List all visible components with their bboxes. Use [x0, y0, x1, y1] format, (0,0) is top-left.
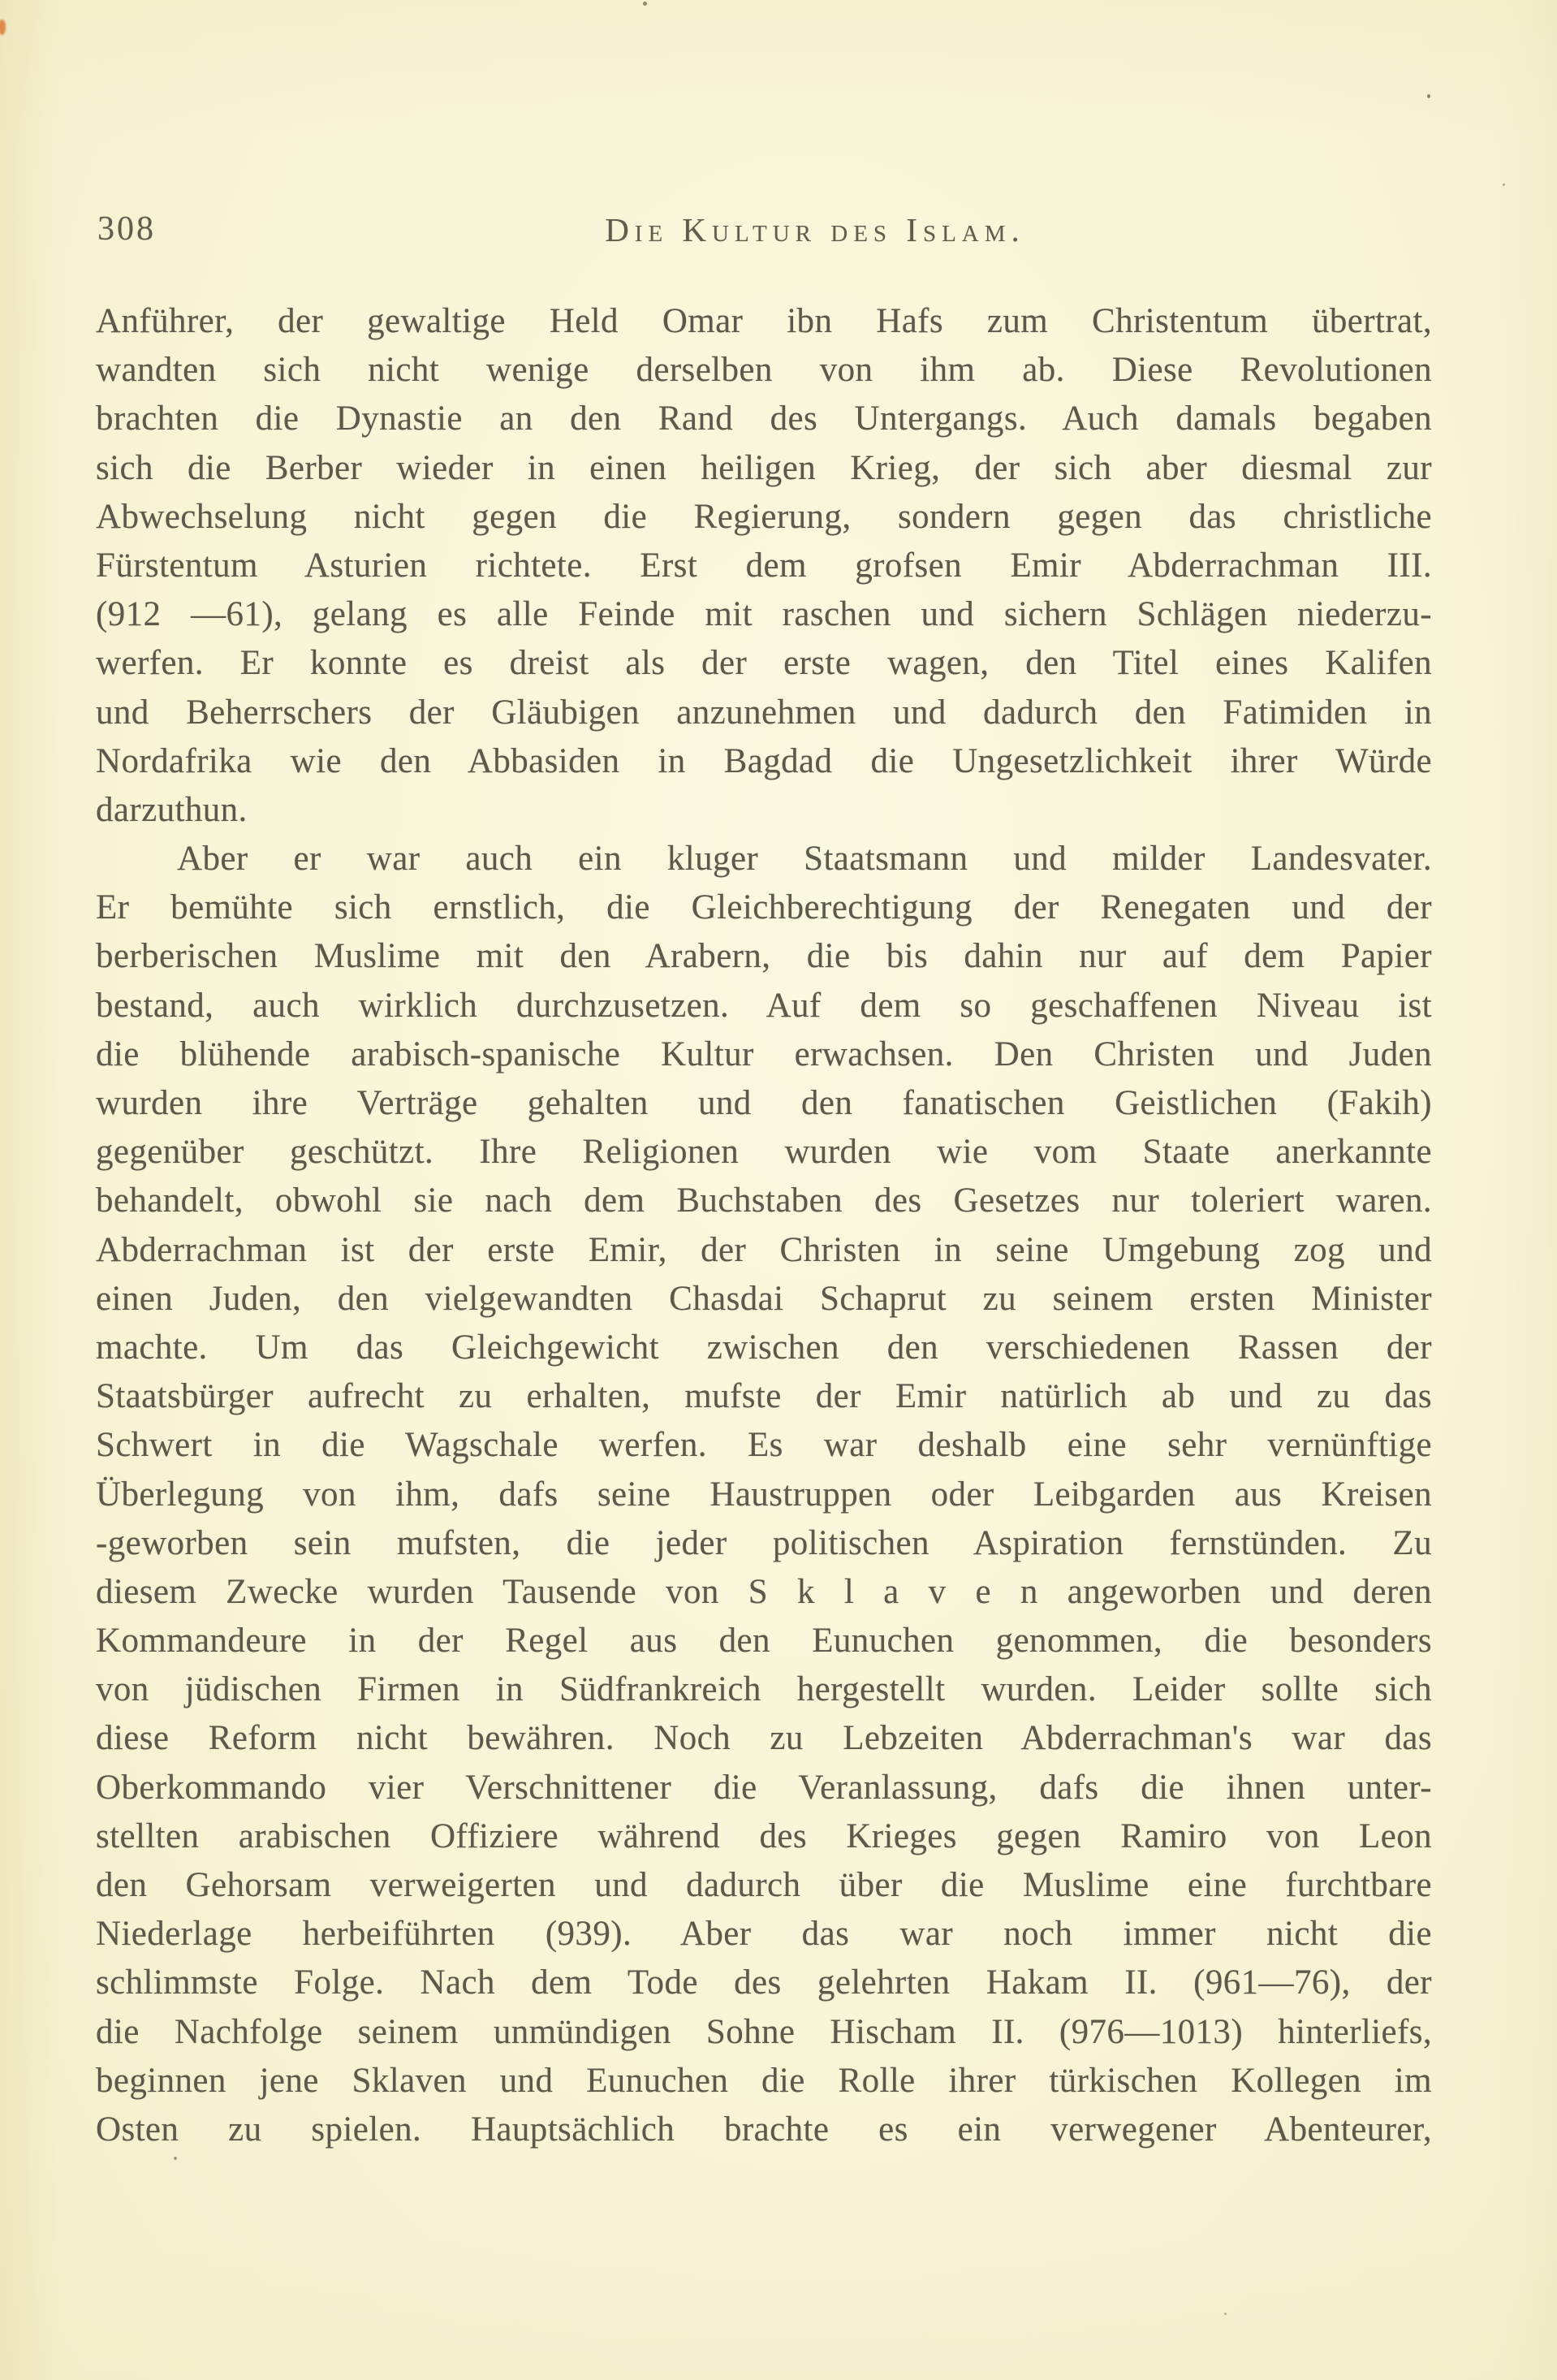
- text-line: von jüdischen Firmen in Südfrankreich hergestellt wurden. Leider sollte sich: [96, 1670, 1432, 1709]
- text-line: Aber er war auch ein kluger Staatsmann und milder Landesvater.: [177, 840, 1432, 879]
- paper-red-fleck: [0, 19, 6, 35]
- text-line: wurden ihre Verträge gehalten und den fanatischen Geistlichen (Fakih): [96, 1084, 1432, 1122]
- text-line: wandten sich nicht wenige derselben von ihm ab. Diese Revolutionen: [96, 351, 1432, 390]
- text-line: Abwechselung nicht gegen die Regierung, sondern gegen das christliche: [96, 497, 1432, 536]
- text-line: den Gehorsam verweigerten und dadurch über die Muslime eine furchtbare: [96, 1866, 1432, 1904]
- text-line: Abderrachman ist der erste Emir, der Christen in seine Umgebung zog und: [96, 1230, 1432, 1269]
- paper-speck: [1224, 2313, 1227, 2315]
- text-line: berberischen Muslime mit den Arabern, die bis dahin nur auf dem Papier: [96, 937, 1432, 976]
- text-line: -geworben sein mufsten, die jeder politischen Aspiration fernstünden. Zu: [96, 1523, 1432, 1562]
- paper-speck: [174, 2157, 177, 2160]
- text-line: gegenüber geschützt. Ihre Religionen wurden wie vom Staate anerkannte: [96, 1133, 1432, 1172]
- text-line: diese Reform nicht bewähren. Noch zu Lebzeiten Abderrachman's war das: [96, 1719, 1432, 1758]
- text-line: Kommandeure in der Regel aus den Eunuchen genommen, die besonders: [96, 1622, 1432, 1661]
- running-head: [96, 209, 1434, 252]
- body-text: [96, 297, 1432, 2154]
- text-line: beginnen jene Sklaven und Eunuchen die Rolle ihrer türkischen Kollegen im: [96, 2061, 1432, 2100]
- running-title: Die Kultur des Islam.: [605, 211, 1025, 248]
- text-line: sich die Berber wieder in einen heiligen Krieg, der sich aber diesmal zur: [96, 448, 1432, 487]
- text-line: Fürstentum Asturien richtete. Erst dem grofsen Emir Abderrachman III.: [96, 546, 1432, 585]
- text-line: behandelt, obwohl sie nach dem Buchstaben des Gesetzes nur toleriert waren.: [96, 1181, 1432, 1220]
- text-line: Schwert in die Wagschale werfen. Es war deshalb eine sehr vernünftige: [96, 1426, 1432, 1465]
- text-line: Oberkommando vier Verschnittener die Veranlassung, dafs die ihnen unter-: [96, 1768, 1432, 1807]
- text-line: Überlegung von ihm, dafs seine Haustruppen oder Leibgarden aus Kreisen: [96, 1475, 1432, 1514]
- text-line: diesem Zwecke wurden Tausende von S k l a v e n angeworben und deren: [96, 1572, 1432, 1611]
- text-line: einen Juden, den vielgewandten Chasdai Schaprut zu seinem ersten Minister: [96, 1279, 1432, 1318]
- text-line: die Nachfolge seinem unmündigen Sohne Hischam II. (976—1013) hinterliefs,: [96, 2012, 1432, 2051]
- text-line: Osten zu spielen. Hauptsächlich brachte es ein verwegener Abenteurer,: [96, 2110, 1432, 2149]
- text-line: Anführer, der gewaltige Held Omar ibn Hafs zum Christentum übertrat,: [96, 302, 1432, 340]
- text-line: Staatsbürger aufrecht zu erhalten, mufste der Emir natürlich ab und zu das: [96, 1377, 1432, 1416]
- text-line: bestand, auch wirklich durchzusetzen. Auf dem so geschaffenen Niveau ist: [96, 986, 1432, 1025]
- text-line: werfen. Er konnte es dreist als der erste wagen, den Titel eines Kalifen: [96, 644, 1432, 683]
- text-line: darzuthun.: [96, 790, 248, 829]
- text-line: machte. Um das Gleichgewicht zwischen den verschiedenen Rassen der: [96, 1328, 1432, 1367]
- paper-speck: [643, 2, 647, 6]
- paper-speck: [1427, 94, 1430, 98]
- text-line: Nordafrika wie den Abbasiden in Bagdad die Ungesetzlichkeit ihrer Würde: [96, 741, 1432, 780]
- text-line: Niederlage herbeiführten (939). Aber das war noch immer nicht die: [96, 1915, 1432, 1954]
- text-line: und Beherrschers der Gläubigen anzunehmen und dadurch den Fatimiden in: [96, 693, 1432, 732]
- paper-speck: [1503, 184, 1505, 186]
- text-line: brachten die Dynastie an den Rand des Untergangs. Auch damals begaben: [96, 400, 1432, 438]
- text-line: stellten arabischen Offiziere während des Krieges gegen Ramiro von Leon: [96, 1816, 1432, 1855]
- text-line: die blühende arabisch-spanische Kultur erwachsen. Den Christen und Juden: [96, 1035, 1432, 1073]
- text-line: Er bemühte sich ernstlich, die Gleichberechtigung der Renegaten und der: [96, 888, 1432, 927]
- text-line: (912 —61), gelang es alle Feinde mit raschen und sichern Schlägen niederzu-: [96, 595, 1432, 634]
- text-line: schlimmste Folge. Nach dem Tode des gelehrten Hakam II. (961—76), der: [96, 1963, 1432, 2002]
- page-number: 308: [97, 210, 156, 248]
